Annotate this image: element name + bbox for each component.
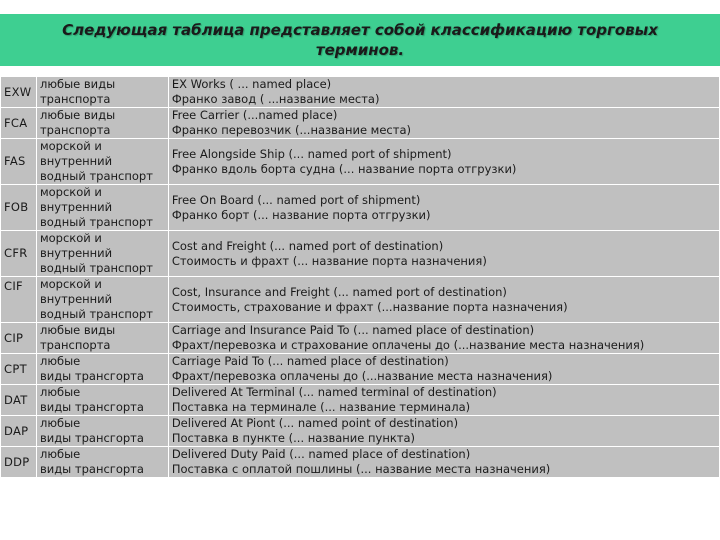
term-description [168, 385, 719, 416]
transport-type [36, 108, 168, 139]
description-russian: Фрахт/перевозка оплачены до (...название места назначения) [171, 369, 553, 383]
term-description [168, 231, 719, 277]
transport-type [36, 416, 168, 447]
term-code: EXW [1, 77, 37, 108]
transport-type [36, 231, 168, 277]
page-title: Следующая таблица представляет собой классификацию торговых терминов. [62, 21, 658, 59]
transport-type [36, 77, 168, 108]
table-body [1, 77, 720, 478]
term-code: CIP [1, 323, 37, 354]
description-russian: Поставка в пункте (... название пункта) [171, 431, 416, 445]
term-code: DAP [1, 416, 37, 447]
transport-line: морской и [39, 231, 102, 245]
description-english: Carriage and Insurance Paid To (... named place of destination) [171, 323, 535, 337]
table-row [1, 108, 720, 139]
term-code: CIF [1, 277, 37, 323]
description-english: Free Alongside Ship (... named port of shipment) [171, 146, 452, 161]
description-english: Cost and Freight (... named port of destination) [171, 238, 444, 253]
description-english: Delivered At Terminal (... named terminal of destination) [171, 385, 497, 399]
transport-type [36, 354, 168, 385]
transport-line: внутренний [39, 246, 113, 260]
description-russian: Франко завод ( ...название места) [171, 92, 380, 106]
table-row [1, 139, 720, 185]
transport-line: виды трансгорта [39, 462, 144, 476]
transport-line: любые виды [39, 323, 116, 337]
term-code: DDP [1, 447, 37, 478]
description-english: Free Carrier (...named place) [171, 108, 338, 122]
transport-line: внутренний [39, 292, 113, 306]
term-description [168, 108, 719, 139]
transport-line: транспорта [39, 92, 111, 106]
table-row [1, 447, 720, 478]
transport-line: морской и [39, 185, 102, 199]
table-row [1, 354, 720, 385]
transport-line: морской и [39, 139, 102, 153]
description-english: Delivered Duty Paid (... named place of destination) [171, 447, 471, 461]
table-row [1, 385, 720, 416]
term-description [168, 354, 719, 385]
term-description [168, 416, 719, 447]
transport-line: транспорта [39, 123, 111, 137]
transport-type [36, 277, 168, 323]
transport-line: любые [39, 416, 81, 430]
term-code: FCA [1, 108, 37, 139]
description-russian: Поставка с оплатой пошлины (... название места назначения) [171, 462, 551, 476]
term-description [168, 77, 719, 108]
term-code: FAS [1, 139, 37, 185]
term-description [168, 447, 719, 478]
description-english: Cost, Insurance and Freight (... named port of destination) [171, 284, 507, 299]
transport-line: любые виды [39, 108, 116, 122]
transport-line: водный транспорт [39, 169, 153, 183]
description-english: EX Works ( ... named place) [171, 77, 332, 91]
description-russian: Поставка на терминале (... название терминала) [171, 400, 471, 414]
description-english: Delivered At Piont (... named point of destination) [171, 416, 459, 430]
transport-type [36, 185, 168, 231]
description-russian: Франко борт (... название порта отгрузки) [171, 207, 431, 222]
description-russian: Франко перевозчик (...название места) [171, 123, 411, 137]
table-row [1, 277, 720, 323]
transport-line: водный транспорт [39, 215, 153, 229]
table-row [1, 77, 720, 108]
transport-type [36, 447, 168, 478]
transport-type [36, 385, 168, 416]
term-description [168, 139, 719, 185]
term-description [168, 323, 719, 354]
table-row [1, 185, 720, 231]
transport-line: любые [39, 447, 81, 461]
description-russian: Стоимость, страхование и фрахт (...название порта назначения) [171, 299, 568, 314]
term-code: DAT [1, 385, 37, 416]
transport-line: виды трансгорта [39, 431, 144, 445]
description-english: Free On Board (... named port of shipment) [171, 192, 421, 207]
transport-line: любые [39, 354, 81, 368]
description-russian: Стоимость и фрахт (... название порта назначения) [171, 253, 487, 268]
term-code: FOB [1, 185, 37, 231]
transport-line: водный транспорт [39, 307, 153, 321]
term-description [168, 185, 719, 231]
transport-type [36, 323, 168, 354]
title-banner [0, 14, 720, 66]
transport-type [36, 139, 168, 185]
transport-line: транспорта [39, 338, 111, 352]
term-code: CPT [1, 354, 37, 385]
description-russian: Франко вдоль борта судна (... название порта отгрузки) [171, 161, 517, 176]
transport-line: внутренний [39, 154, 113, 168]
incoterms-table [0, 76, 720, 478]
description-russian: Фрахт/перевозка и страхование оплачены до (...название места назначения) [171, 338, 645, 352]
transport-line: виды трансгорта [39, 400, 144, 414]
transport-line: водный транспорт [39, 261, 153, 275]
table-row [1, 416, 720, 447]
transport-line: любые [39, 385, 81, 399]
description-english: Carriage Paid To (... named place of destination) [171, 354, 449, 368]
transport-line: внутренний [39, 200, 113, 214]
term-code: CFR [1, 231, 37, 277]
table-row [1, 323, 720, 354]
table-row [1, 231, 720, 277]
term-description [168, 277, 719, 323]
transport-line: любые виды [39, 77, 116, 91]
transport-line: морской и [39, 277, 102, 291]
transport-line: виды трансгорта [39, 369, 144, 383]
